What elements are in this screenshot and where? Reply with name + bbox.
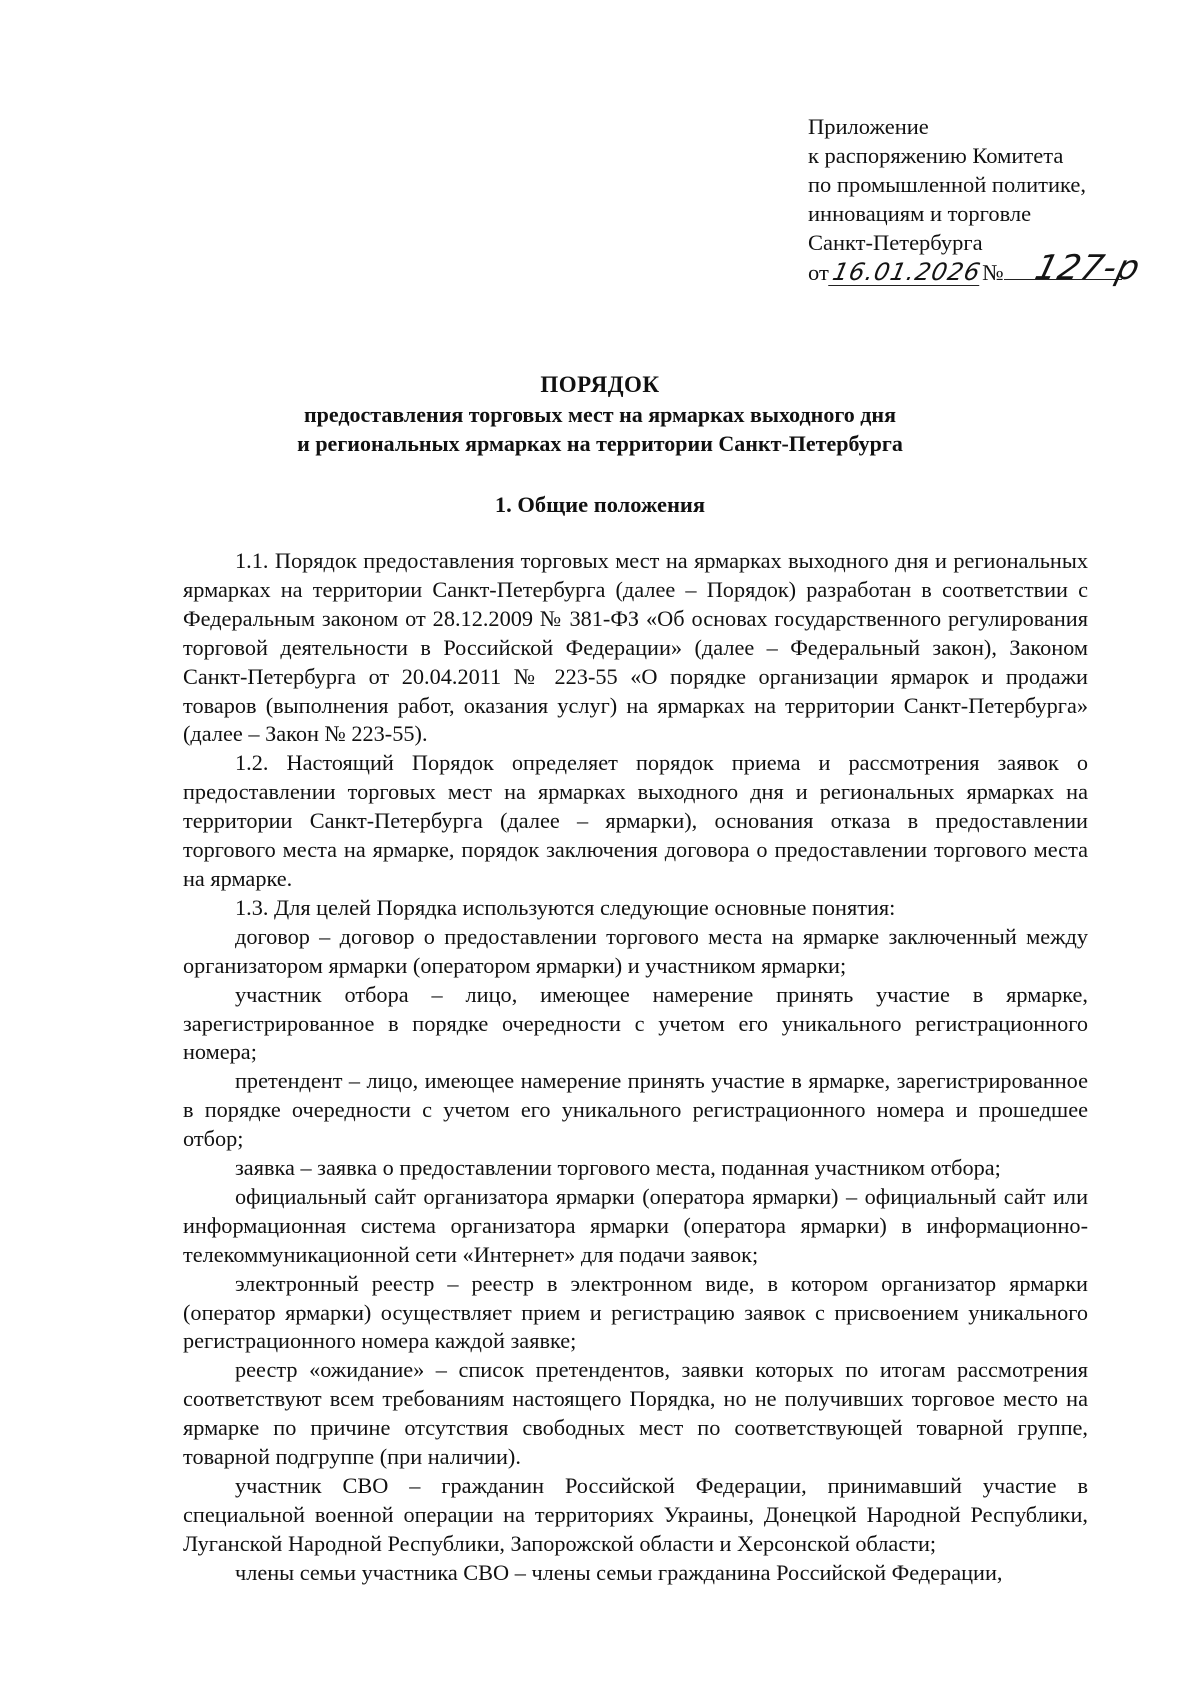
paragraph-1-1: 1.1. Порядок предоставления торговых мест на ярмарках выходного дня и региональных ярмарках на территории Санкт-Петербурга (далее – Порядок) разработан в соответствии с Федеральным законом от 28.12.2009 № 381-ФЗ «Об основах государственного регулирования торговой деятельности в Российской Федерации» (далее – Федеральный закон), Законом Санкт-Петербурга от 20.04.2011 № 223-55 «О порядке организации ярмарок и продажи товаров (выполнения работ, оказания услуг) на ярмарках на территории Санкт-Петербурга» (далее – Закон № 223-55). — [183, 548, 1088, 747]
paragraph-1-2: 1.2. Настоящий Порядок определяет порядок приема и рассмотрения заявок о предоставлении торговых мест на ярмарках выходного дня и региональных ярмарках на территории Санкт-Петербурга (далее – ярмарки), основания отказа в предоставлении торгового места на ярмарке, порядок заключения договора о предоставлении торгового места на ярмарке. — [183, 750, 1088, 891]
title-subtitle-line-1: предоставления торговых мест на ярмарках выходного дня — [303, 402, 897, 427]
document-body — [183, 547, 1088, 1588]
definition-selection-participant: участник отбора – лицо, имеющее намерение принять участие в ярмарке, зарегистрированное в порядке очередности с учетом его уникального регистрационного номера; — [183, 981, 1088, 1065]
document-title — [150, 370, 1050, 458]
section-heading: 1. Общие положения — [494, 492, 706, 517]
date-prefix: от — [808, 260, 829, 285]
definition-application: заявка – заявка о предоставлении торгового места, поданная участником отбора; — [235, 1155, 1001, 1181]
definition-svo-family: члены семьи участника СВО – члены семьи гражданина Российской Федерации, — [235, 1559, 1003, 1585]
number-blank — [1004, 248, 1145, 288]
appendix-line: Приложение — [808, 114, 929, 139]
appendix-note — [808, 112, 1148, 287]
definition-contract: договор – договор о предоставлении торгового места на ярмарке заключенный между организатором ярмарки (оператором ярмарки) и участником ярмарки; — [183, 923, 1088, 978]
definition-applicant: претендент – лицо, имеющее намерение принять участие в ярмарке, зарегистрированное в порядке очередности с учетом его уникального регистрационного номера и прошедшее отбор; — [183, 1068, 1088, 1152]
title-subtitle-line-2: и региональных ярмарках на территории Санкт-Петербурга — [297, 431, 903, 456]
appendix-line: Санкт-Петербурга — [808, 230, 983, 255]
definition-electronic-registry: электронный реестр – реестр в электронном виде, в котором организатор ярмарки (оператор ярмарки) осуществляет прием и регистрацию заявок с присвоением уникального регистрационного номера каждой заявке; — [183, 1270, 1088, 1354]
appendix-date-line — [808, 248, 1148, 288]
title-main: ПОРЯДОК — [540, 372, 660, 397]
appendix-line: к распоряжению Комитета — [808, 143, 1064, 168]
appendix-line: инновациям и торговле — [808, 201, 1032, 226]
appendix-line: по промышленной политике, — [808, 172, 1087, 197]
handwritten-number: 127-р — [1030, 248, 1145, 288]
definition-waiting-registry: реестр «ожидание» – список претендентов, заявки которых по итогам рассмотрения соответствуют всем требованиям настоящего Порядка, но не получивших торговое место на ярмарке по причине отсутствия свободных мест по соответствующей товарной группе, товарной подгруппе (при наличии). — [183, 1357, 1088, 1470]
definition-svo-participant: участник СВО – гражданин Российской Федерации, принимавший участие в специальной военной операции на территориях Украины, Донецкой Народной Республики, Луганской Народной Республики, Запорожской области и Херсонской области; — [183, 1473, 1088, 1556]
handwritten-date: 16.01.2026 — [829, 258, 984, 286]
paragraph-1-3: 1.3. Для целей Порядка используются следующие основные понятия: — [235, 894, 896, 920]
definition-official-site: официальный сайт организатора ярмарки (оператора ярмарки) – официальный сайт или информационная система организатора ярмарки (оператора ярмарки) в информационно-телекоммуникационной сети «Интернет» для подачи заявок; — [183, 1183, 1088, 1267]
number-prefix: № — [982, 260, 1004, 285]
